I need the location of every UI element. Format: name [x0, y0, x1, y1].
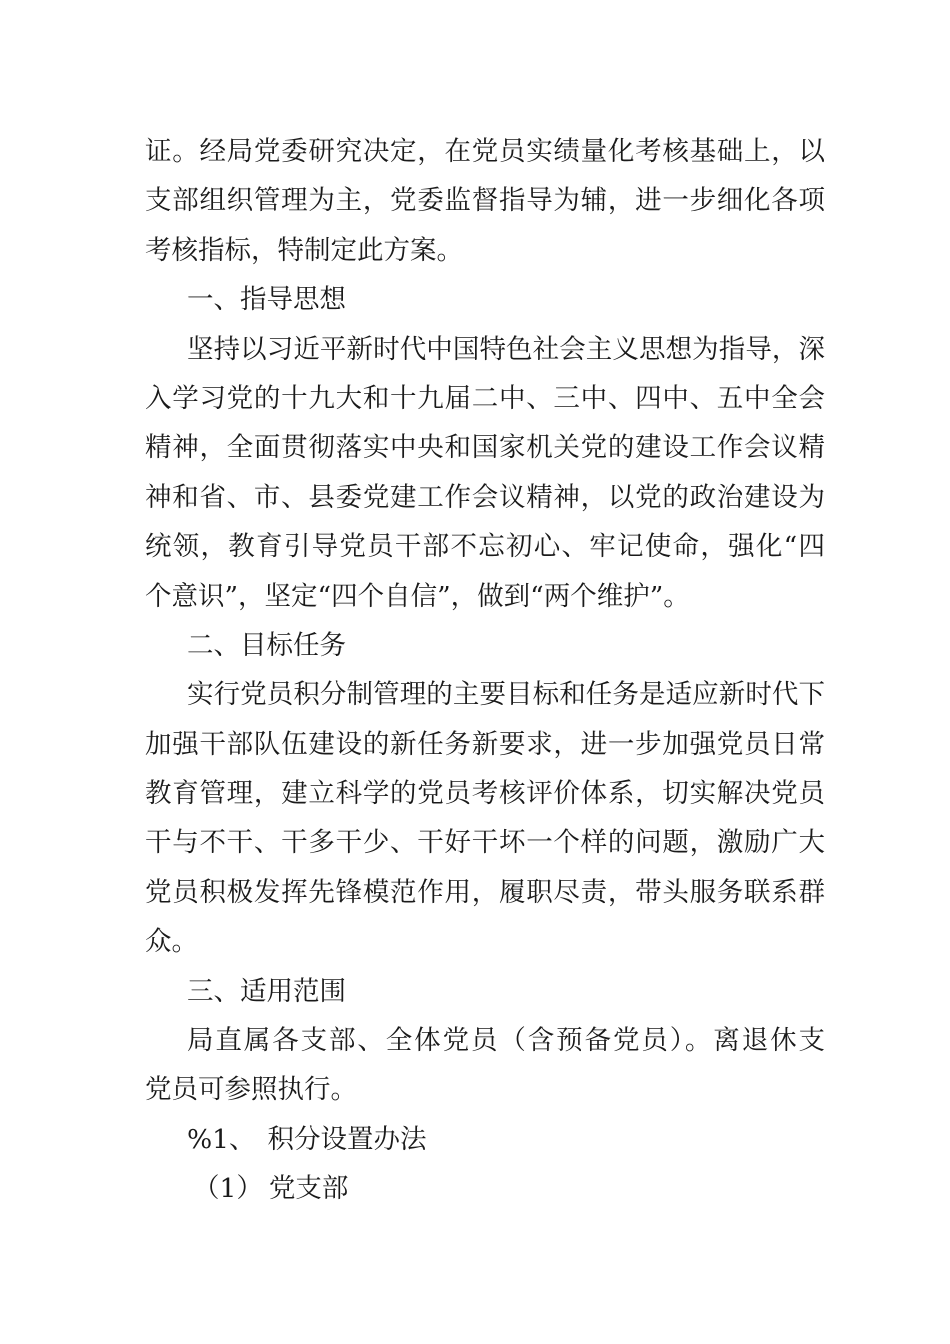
subsection-heading-party-branch	[145, 1164, 825, 1213]
section-heading-scope: 三、适用范围	[187, 975, 346, 1007]
section-heading-points-setup	[145, 1115, 825, 1164]
subsection-number: （1）	[193, 1173, 263, 1205]
paragraph-line: 支部组织管理为主，党委监督指导为辅，进一步细化各项	[145, 185, 825, 217]
paragraph-line: 入学习党的十九大和十九届二中、三中、四中、五中全会	[145, 382, 825, 414]
paragraph-line: 考核指标，特制定此方案。	[145, 234, 463, 266]
section-title: 积分设置办法	[267, 1123, 427, 1155]
paragraph-line: 统领，教育引导党员干部不忘初心、牢记使命，强化“四	[145, 531, 825, 563]
subsection-title: 党支部	[268, 1173, 349, 1205]
section-heading-guiding-ideology: 一、指导思想	[187, 284, 346, 316]
paragraph-line: 个意识”，坚定“四个自信”，做到“两个维护”。	[145, 580, 690, 612]
document-body	[145, 127, 825, 1214]
paragraph-line: 干与不干、干多干少、干好干坏一个样的问题，激励广大	[145, 827, 825, 859]
paragraph-line: 党员积极发挥先锋模范作用，履职尽责，带头服务联系群	[145, 876, 825, 908]
paragraph-line: 坚持以习近平新时代中国特色社会主义思想为指导，深	[187, 333, 825, 365]
section-number: %1、	[187, 1123, 256, 1155]
paragraph-line: 众。	[145, 926, 198, 958]
paragraph-line: 党员可参照执行。	[145, 1074, 357, 1106]
paragraph-line: 精神，全面贯彻落实中央和国家机关党的建设工作会议精	[145, 432, 825, 464]
paragraph-line: 加强干部队伍建设的新任务新要求，进一步加强党员日常	[145, 728, 825, 760]
paragraph-line: 神和省、市、县委党建工作会议精神，以党的政治建设为	[145, 481, 825, 513]
paragraph-line: 实行党员积分制管理的主要目标和任务是适应新时代下	[187, 679, 825, 711]
paragraph-line: 局直属各支部、全体党员（含预备党员）。离退休支	[187, 1025, 825, 1057]
paragraph-line: 证。经局党委研究决定，在党员实绩量化考核基础上，以	[145, 136, 825, 167]
section-heading-goals-tasks: 二、目标任务	[187, 629, 346, 661]
paragraph-line: 教育管理，建立科学的党员考核评价体系，切实解决党员	[145, 778, 825, 810]
